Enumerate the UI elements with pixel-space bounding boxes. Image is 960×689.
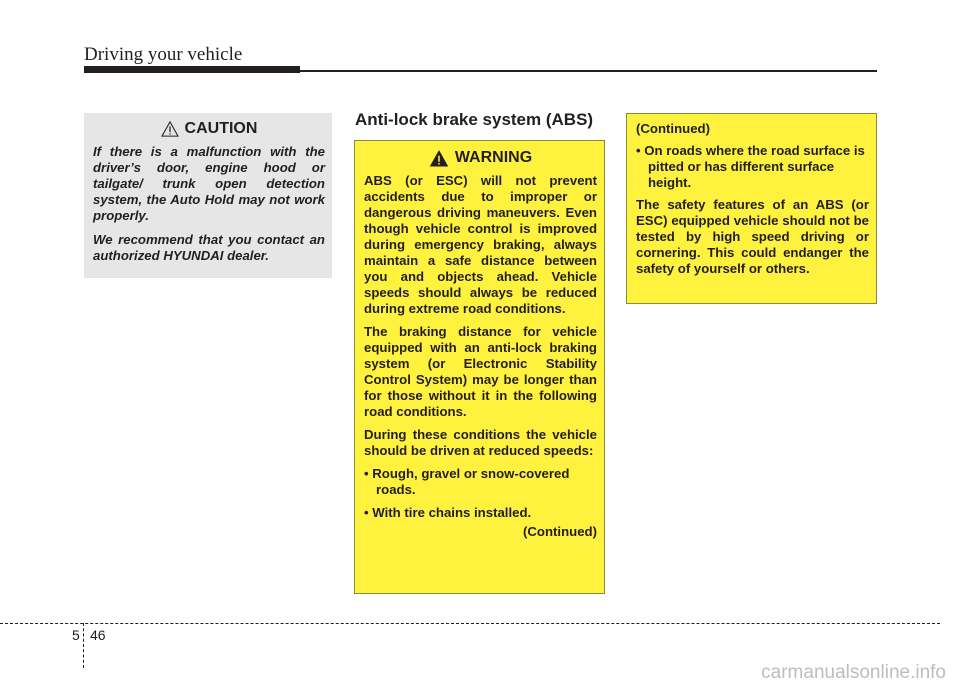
page-header-title: Driving your vehicle — [84, 44, 243, 65]
warning-bullet: • With tire chains installed. — [364, 505, 532, 520]
page-number: 46 — [90, 627, 106, 643]
continued-bullet: • On roads where the road surface is pitted or has different surface height. — [636, 143, 865, 190]
header-rule-thin — [300, 70, 877, 72]
watermark: carmanualsonline.info — [761, 662, 946, 683]
warning-bullet: • Rough, gravel or snow-covered roads. — [364, 466, 570, 497]
warning-heading-text: WARNING — [454, 149, 533, 166]
footer-dashed-divider — [83, 623, 84, 668]
caution-heading-text: CAUTION — [184, 120, 258, 137]
section-title: Anti-lock brake system (ABS) — [355, 110, 594, 129]
continued-paragraph: The safety features of an ABS (or ESC) equipped vehicle should not be tested by high speed driving or cornering. This could endanger the safety of yourself or others. — [636, 197, 869, 276]
caution-paragraph: If there is a malfunction with the driver’s door, engine hood or tailgate/ trunk open detection system, the Auto Hold may not work properly. — [93, 144, 325, 223]
header-rule-thick — [84, 66, 300, 73]
warning-heading — [364, 149, 597, 167]
warning-box — [354, 140, 605, 594]
continued-label: (Continued) — [636, 121, 710, 136]
warning-paragraph: During these conditions the vehicle should be driven at reduced speeds: — [364, 427, 597, 458]
warning-triangle-icon — [429, 150, 449, 167]
warning-paragraph: ABS (or ESC) will not prevent accidents due to improper or dangerous driving maneuvers. Even though vehicle control is improved during emergency braking, always maintain a safe distance between you and objects ahead. Vehicle speeds should always be reduced during extreme road conditions. — [364, 173, 597, 316]
caution-box — [84, 113, 332, 278]
warning-continued-label: (Continued) — [523, 524, 597, 539]
chapter-number: 5 — [72, 627, 80, 643]
caution-paragraph: We recommend that you contact an authorized HYUNDAI dealer. — [93, 232, 325, 263]
continued-warning-box — [626, 113, 877, 304]
warning-paragraph: The braking distance for vehicle equipped with an anti-lock braking system (or Electronic Stability Control System) may be longer than for those without it in the following road conditions. — [364, 324, 597, 419]
footer-dashed-rule — [0, 623, 940, 624]
caution-triangle-icon — [161, 121, 179, 137]
caution-heading — [93, 120, 325, 138]
